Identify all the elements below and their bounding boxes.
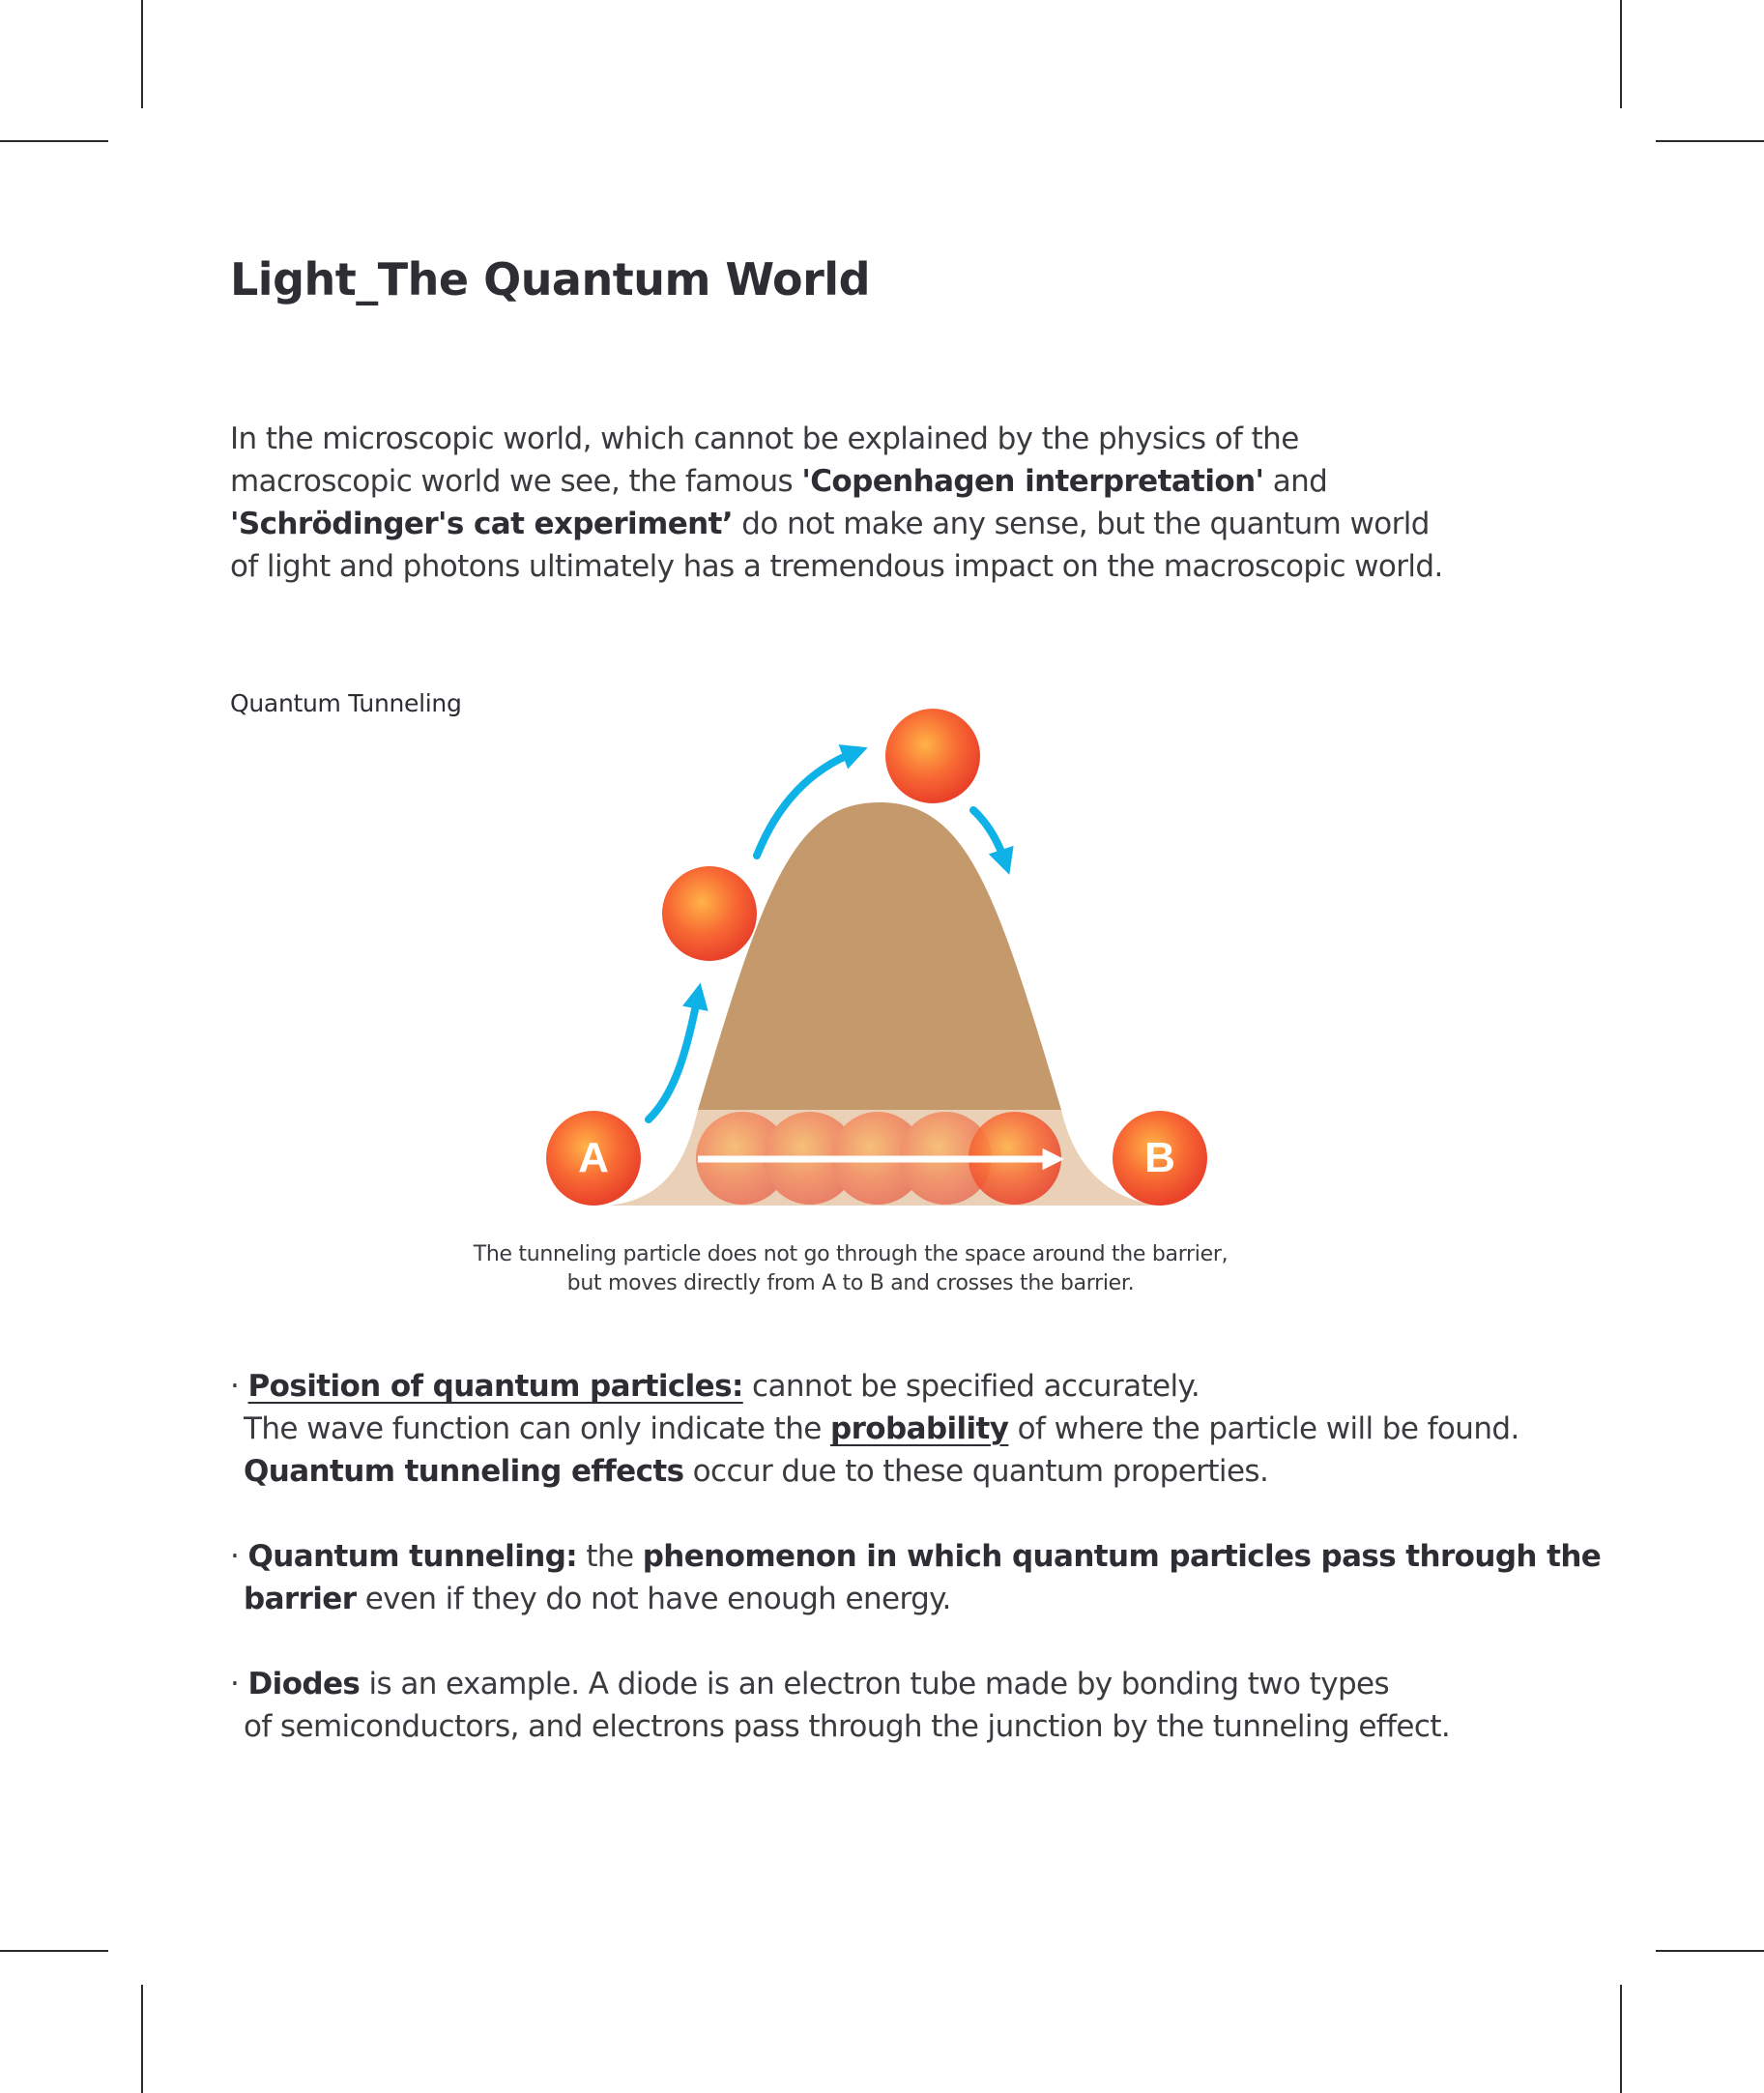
bullet-marker: · [230,1539,240,1574]
bullet-line [230,1578,1583,1620]
descend-arrow [973,810,1005,862]
bullet-diodes [230,1663,1583,1748]
point-b-label: B [1144,1134,1175,1181]
bullet-line [230,1408,1583,1450]
bullet-text: The wave function can only indicate the [244,1411,830,1446]
bullet-term: Position of quantum particles: [247,1369,743,1404]
figure-caption [425,1240,1276,1298]
bullet-line [230,1705,1583,1748]
bullet-text: cannot be specified accurately. [742,1369,1200,1404]
bullet-text: of semiconductors, and electrons pass through the junction by the tunneling effect. [244,1709,1451,1744]
bullet-line [230,1663,1583,1705]
bullet-term: phenomenon in which quantum particles pass through the [642,1539,1602,1574]
bullet-text: of where the particle will be found. [1008,1411,1519,1446]
bullet-text: is an example. A diode is an electron tube made by bonding two types [360,1667,1390,1701]
intro-text: In the microscopic world, which cannot be explained by the physics of the macroscopic world we see, the famous [230,422,1299,499]
bullet-line [230,1450,1583,1493]
page-title: Light_The Quantum World [230,253,870,305]
bullet-term: Diodes [247,1667,361,1701]
energy-barrier [698,802,1061,1110]
crop-mark [1620,1985,1622,2093]
point-a-label: A [578,1134,609,1181]
climb-arrow-1 [649,996,698,1119]
crop-mark [1656,1950,1764,1952]
intro-text: do not make any sense, but the quantum world of light and photons ultimately has a tremendous impact on the macroscopic world. [230,507,1443,584]
probability-term: probability [830,1411,1009,1446]
bullet-marker: · [230,1667,240,1701]
bullet-text: occur due to these quantum properties. [683,1454,1269,1489]
bullet-term: Quantum tunneling effects [244,1454,684,1489]
crop-mark [0,1950,108,1952]
top-particle [885,709,980,803]
bullet-line [230,1535,1602,1578]
climbing-particle [662,866,757,961]
bullet-quantum-tunneling [230,1535,1602,1620]
bullet-marker: · [230,1369,240,1404]
caption-line: but moves directly from A to B and crosses the barrier. [566,1271,1135,1295]
bullet-line [230,1365,1583,1408]
bullet-text: the [577,1539,643,1574]
crop-mark [141,1985,143,2093]
intro-text: and [1263,464,1328,499]
schrodinger-term: 'Schrödinger's cat experiment’ [230,507,734,541]
bullet-text: even if they do not have enough energy. [356,1582,951,1616]
bullet-quantum-position [230,1365,1583,1493]
caption-line: The tunneling particle does not go through the space around the barrier, [473,1242,1229,1266]
bullet-term: barrier [244,1582,357,1616]
copenhagen-term: 'Copenhagen interpretation' [801,464,1264,499]
figure-label: Quantum Tunneling [230,689,462,717]
bullet-term: Quantum tunneling: [247,1539,578,1574]
